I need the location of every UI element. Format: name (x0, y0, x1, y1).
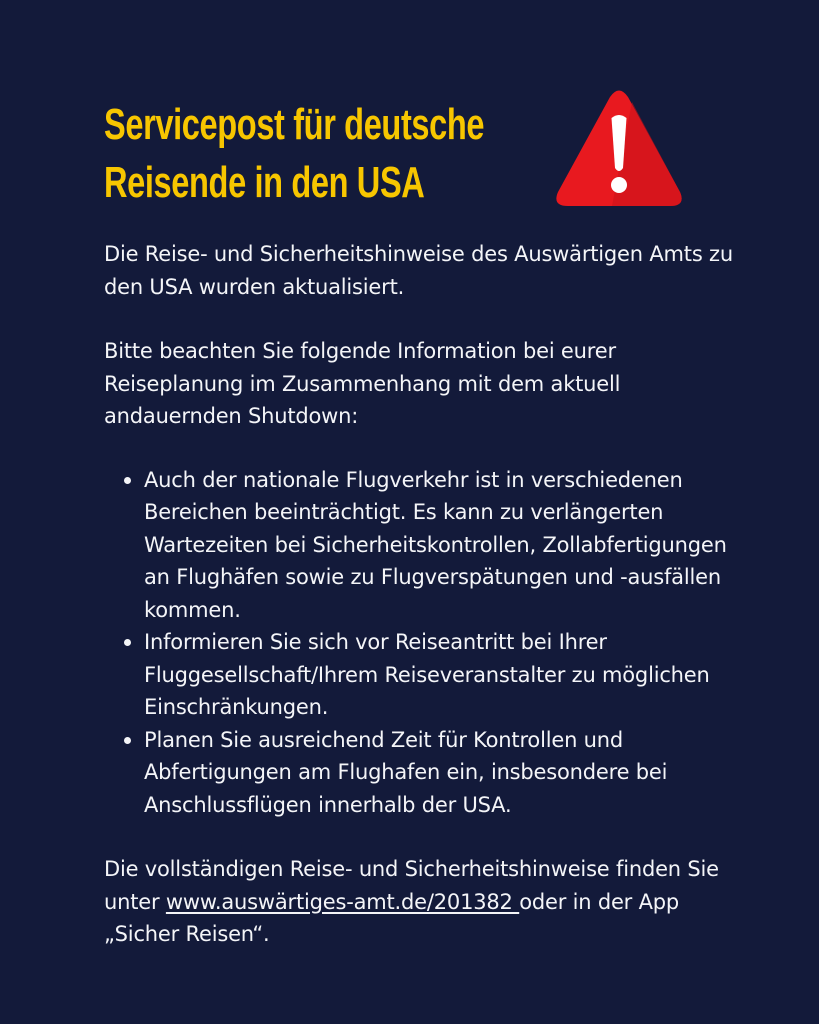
footer-paragraph (104, 853, 744, 951)
message-body (104, 238, 744, 951)
intro-paragraph: Die Reise- und Sicherheitshinweise des Auswärtigen Amts zu den USA wurden aktualisiert. (104, 242, 733, 299)
warning-triangle-icon (552, 88, 686, 212)
auswaertiges-amt-link[interactable]: www.auswärtiges-amt.de/201382 (165, 889, 520, 914)
footer-text-before: Die vollständigen Reise- und Sicherheitshinweise finden Sie unter (104, 857, 719, 914)
list-item: Informieren Sie sich vor Reiseantritt bei Ihrer Fluggesellschaft/Ihrem Reiseveranstalter zu möglichen Einschränkungen. (144, 626, 744, 724)
info-list (104, 464, 744, 822)
page-title (104, 96, 485, 212)
title-line-2: Reisende in den USA (104, 158, 425, 207)
list-item: Auch der nationale Flugverkehr ist in verschiedenen Bereichen beeinträchtigt. Es kann zu verlängerten Wartezeiten bei Sicherheitskontrollen, Zollabfertigungen an Flughäfen sowie zu Flugverspätungen und -ausfällen kommen. (144, 464, 744, 627)
list-item: Planen Sie ausreichend Zeit für Kontrollen und Abfertigungen am Flughafen ein, insbesondere bei Anschlussflügen innerhalb der USA. (144, 724, 744, 822)
note-paragraph: Bitte beachten Sie folgende Information bei eurer Reiseplanung im Zusammenhang mit dem aktuell andauernden Shutdown: (104, 339, 621, 428)
title-line-1: Servicepost für deutsche (104, 100, 485, 149)
footer-text-after: oder in der App „Sicher Reisen“. (104, 889, 680, 946)
